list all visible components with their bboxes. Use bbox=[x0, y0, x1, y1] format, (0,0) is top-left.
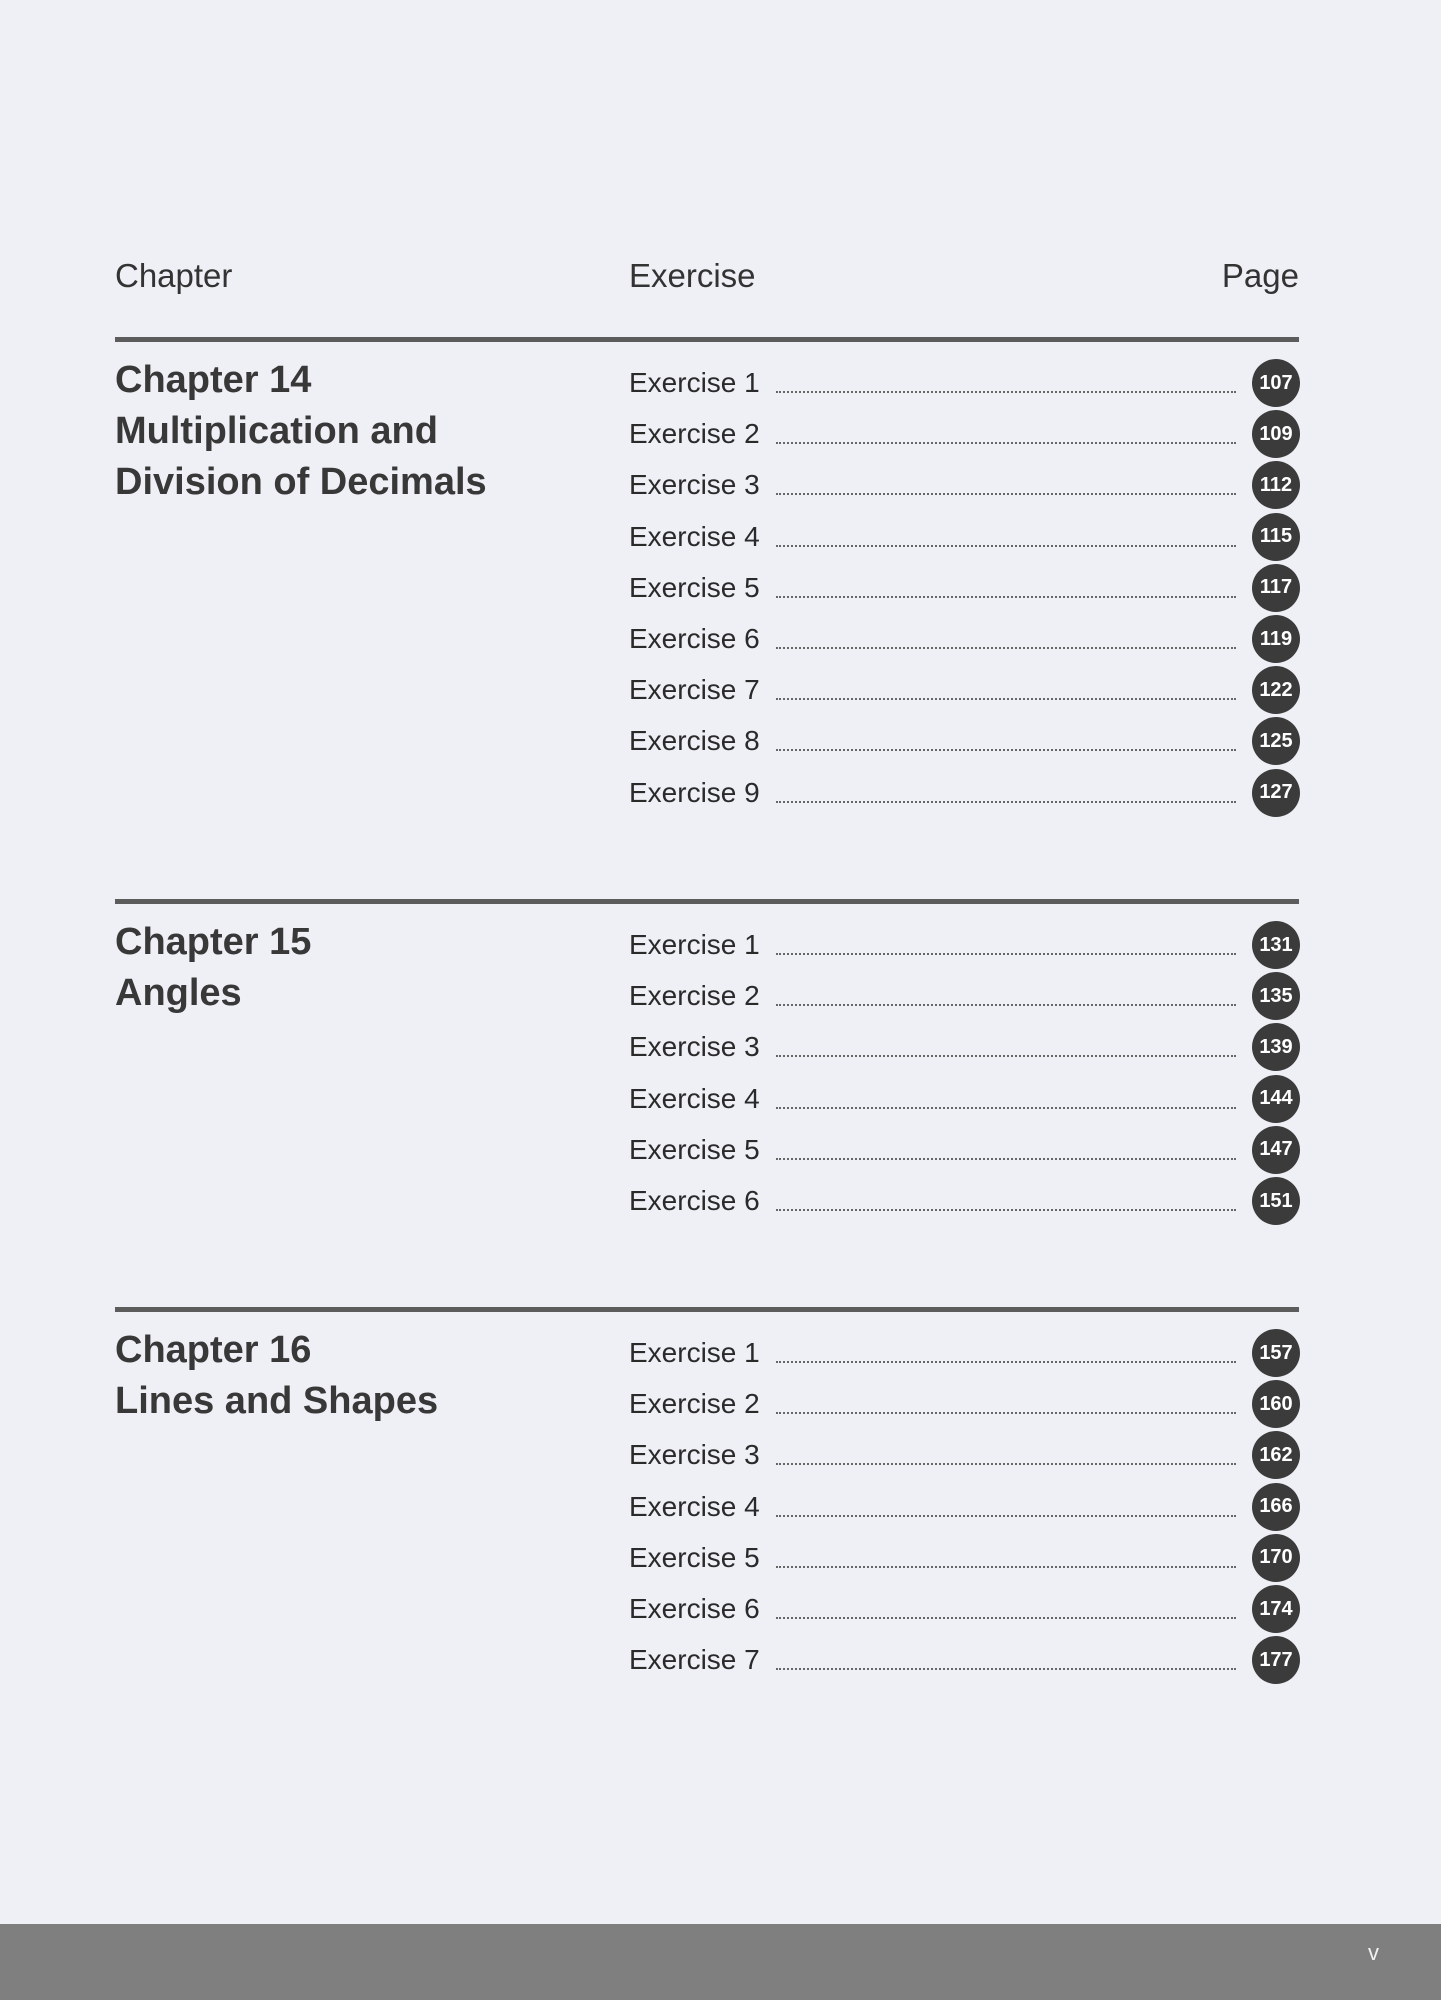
exercise-row[interactable] bbox=[629, 1433, 1300, 1477]
column-header-chapter: Chapter bbox=[115, 257, 233, 294]
exercise-row[interactable] bbox=[629, 1179, 1300, 1223]
dot-leader bbox=[776, 1055, 1236, 1057]
section-divider bbox=[115, 1307, 1299, 1312]
dot-leader bbox=[776, 596, 1236, 598]
chapter-title-line: Multiplication and bbox=[115, 410, 438, 452]
exercise-label: Exercise 2 bbox=[629, 418, 760, 450]
page-number-badge: 139 bbox=[1252, 1023, 1300, 1071]
page-number-badge: 147 bbox=[1252, 1126, 1300, 1174]
page-number-badge: 109 bbox=[1252, 410, 1300, 458]
page-number-badge: 122 bbox=[1252, 666, 1300, 714]
page-number-badge: 125 bbox=[1252, 717, 1300, 765]
dot-leader bbox=[776, 1107, 1236, 1109]
page-number-badge: 174 bbox=[1252, 1585, 1300, 1633]
page-number-badge: 135 bbox=[1252, 972, 1300, 1020]
exercise-row[interactable] bbox=[629, 1382, 1300, 1426]
page-number-badge: 131 bbox=[1252, 921, 1300, 969]
chapter-number: Chapter 16 bbox=[115, 1329, 312, 1371]
exercise-row[interactable] bbox=[629, 1128, 1300, 1172]
chapter-title-line: Division of Decimals bbox=[115, 461, 487, 503]
dot-leader bbox=[776, 953, 1236, 955]
exercise-row[interactable] bbox=[629, 974, 1300, 1018]
dot-leader bbox=[776, 1158, 1236, 1160]
exercise-label: Exercise 4 bbox=[629, 520, 760, 552]
page-number-badge: 162 bbox=[1252, 1431, 1300, 1479]
column-header-exercise: Exercise bbox=[629, 257, 756, 294]
chapter-number: Chapter 15 bbox=[115, 921, 312, 963]
dot-leader bbox=[776, 698, 1236, 700]
exercise-row[interactable] bbox=[629, 361, 1300, 405]
dot-leader bbox=[776, 1617, 1236, 1619]
page-number-badge: 157 bbox=[1252, 1329, 1300, 1377]
dot-leader bbox=[776, 442, 1236, 444]
dot-leader bbox=[776, 1566, 1236, 1568]
page-number-badge: 144 bbox=[1252, 1075, 1300, 1123]
exercise-label: Exercise 8 bbox=[629, 725, 760, 757]
exercise-label: Exercise 1 bbox=[629, 367, 760, 398]
footer-bar bbox=[0, 1924, 1441, 2000]
exercise-label: Exercise 7 bbox=[629, 1644, 760, 1676]
section-divider bbox=[115, 899, 1299, 904]
dot-leader bbox=[776, 647, 1236, 649]
chapter-number: Chapter 14 bbox=[115, 359, 312, 401]
exercise-label: Exercise 1 bbox=[629, 1337, 760, 1368]
exercise-row[interactable] bbox=[629, 1536, 1300, 1580]
exercise-row[interactable] bbox=[629, 1025, 1300, 1069]
dot-leader bbox=[776, 1463, 1236, 1465]
page-number-badge: 170 bbox=[1252, 1534, 1300, 1582]
dot-leader bbox=[776, 1412, 1236, 1414]
page-number-badge: 166 bbox=[1252, 1483, 1300, 1531]
dot-leader bbox=[776, 1004, 1236, 1006]
exercise-label: Exercise 2 bbox=[629, 980, 760, 1012]
page-number-badge: 119 bbox=[1252, 615, 1300, 663]
exercise-label: Exercise 2 bbox=[629, 1388, 760, 1420]
page-number-badge: 151 bbox=[1252, 1177, 1300, 1225]
exercise-row[interactable] bbox=[629, 923, 1300, 967]
page-number-badge: 107 bbox=[1252, 359, 1300, 407]
page-number-badge: 117 bbox=[1252, 564, 1300, 612]
dot-leader bbox=[776, 493, 1236, 495]
dot-leader bbox=[776, 749, 1236, 751]
exercise-label: Exercise 3 bbox=[629, 1439, 760, 1471]
chapter-title-line: Lines and Shapes bbox=[115, 1380, 439, 1422]
exercise-label: Exercise 1 bbox=[629, 929, 760, 960]
exercise-label: Exercise 3 bbox=[629, 1031, 760, 1063]
dot-leader bbox=[776, 391, 1236, 393]
exercise-row[interactable] bbox=[629, 1638, 1300, 1682]
exercise-label: Exercise 6 bbox=[629, 1593, 760, 1624]
exercise-label: Exercise 7 bbox=[629, 674, 760, 706]
exercise-label: Exercise 5 bbox=[629, 1541, 760, 1573]
dot-leader bbox=[776, 545, 1236, 547]
dot-leader bbox=[776, 1209, 1236, 1211]
page-number-badge: 115 bbox=[1252, 513, 1300, 561]
exercise-row[interactable] bbox=[629, 1587, 1300, 1631]
page-number-badge: 177 bbox=[1252, 1636, 1300, 1684]
dot-leader bbox=[776, 801, 1236, 803]
dot-leader bbox=[776, 1515, 1236, 1517]
exercise-label: Exercise 6 bbox=[629, 623, 760, 654]
chapter-title-line: Angles bbox=[115, 972, 242, 1014]
exercise-row[interactable] bbox=[629, 515, 1300, 559]
section-divider bbox=[115, 337, 1299, 342]
dot-leader bbox=[776, 1361, 1236, 1363]
exercise-row[interactable] bbox=[629, 771, 1300, 815]
exercise-row[interactable] bbox=[629, 1485, 1300, 1529]
exercise-row[interactable] bbox=[629, 668, 1300, 712]
exercise-row[interactable] bbox=[629, 719, 1300, 763]
exercise-label: Exercise 4 bbox=[629, 1490, 760, 1522]
exercise-row[interactable] bbox=[629, 617, 1300, 661]
exercise-label: Exercise 5 bbox=[629, 571, 760, 603]
exercise-label: Exercise 5 bbox=[629, 1133, 760, 1165]
exercise-label: Exercise 6 bbox=[629, 1185, 760, 1216]
exercise-label: Exercise 3 bbox=[629, 469, 760, 501]
exercise-row[interactable] bbox=[629, 1077, 1300, 1121]
column-header-page: Page bbox=[1221, 257, 1299, 294]
exercise-row[interactable] bbox=[629, 463, 1300, 507]
exercise-row[interactable] bbox=[629, 412, 1300, 456]
exercise-label: Exercise 4 bbox=[629, 1082, 760, 1114]
page-number-badge: 160 bbox=[1252, 1380, 1300, 1428]
page-number-badge: 112 bbox=[1252, 461, 1300, 509]
page-number-badge: 127 bbox=[1252, 769, 1300, 817]
page-number: v bbox=[1368, 1940, 1379, 1965]
exercise-label: Exercise 9 bbox=[629, 776, 760, 808]
exercise-row[interactable] bbox=[629, 566, 1300, 610]
dot-leader bbox=[776, 1668, 1236, 1670]
exercise-row[interactable] bbox=[629, 1331, 1300, 1375]
